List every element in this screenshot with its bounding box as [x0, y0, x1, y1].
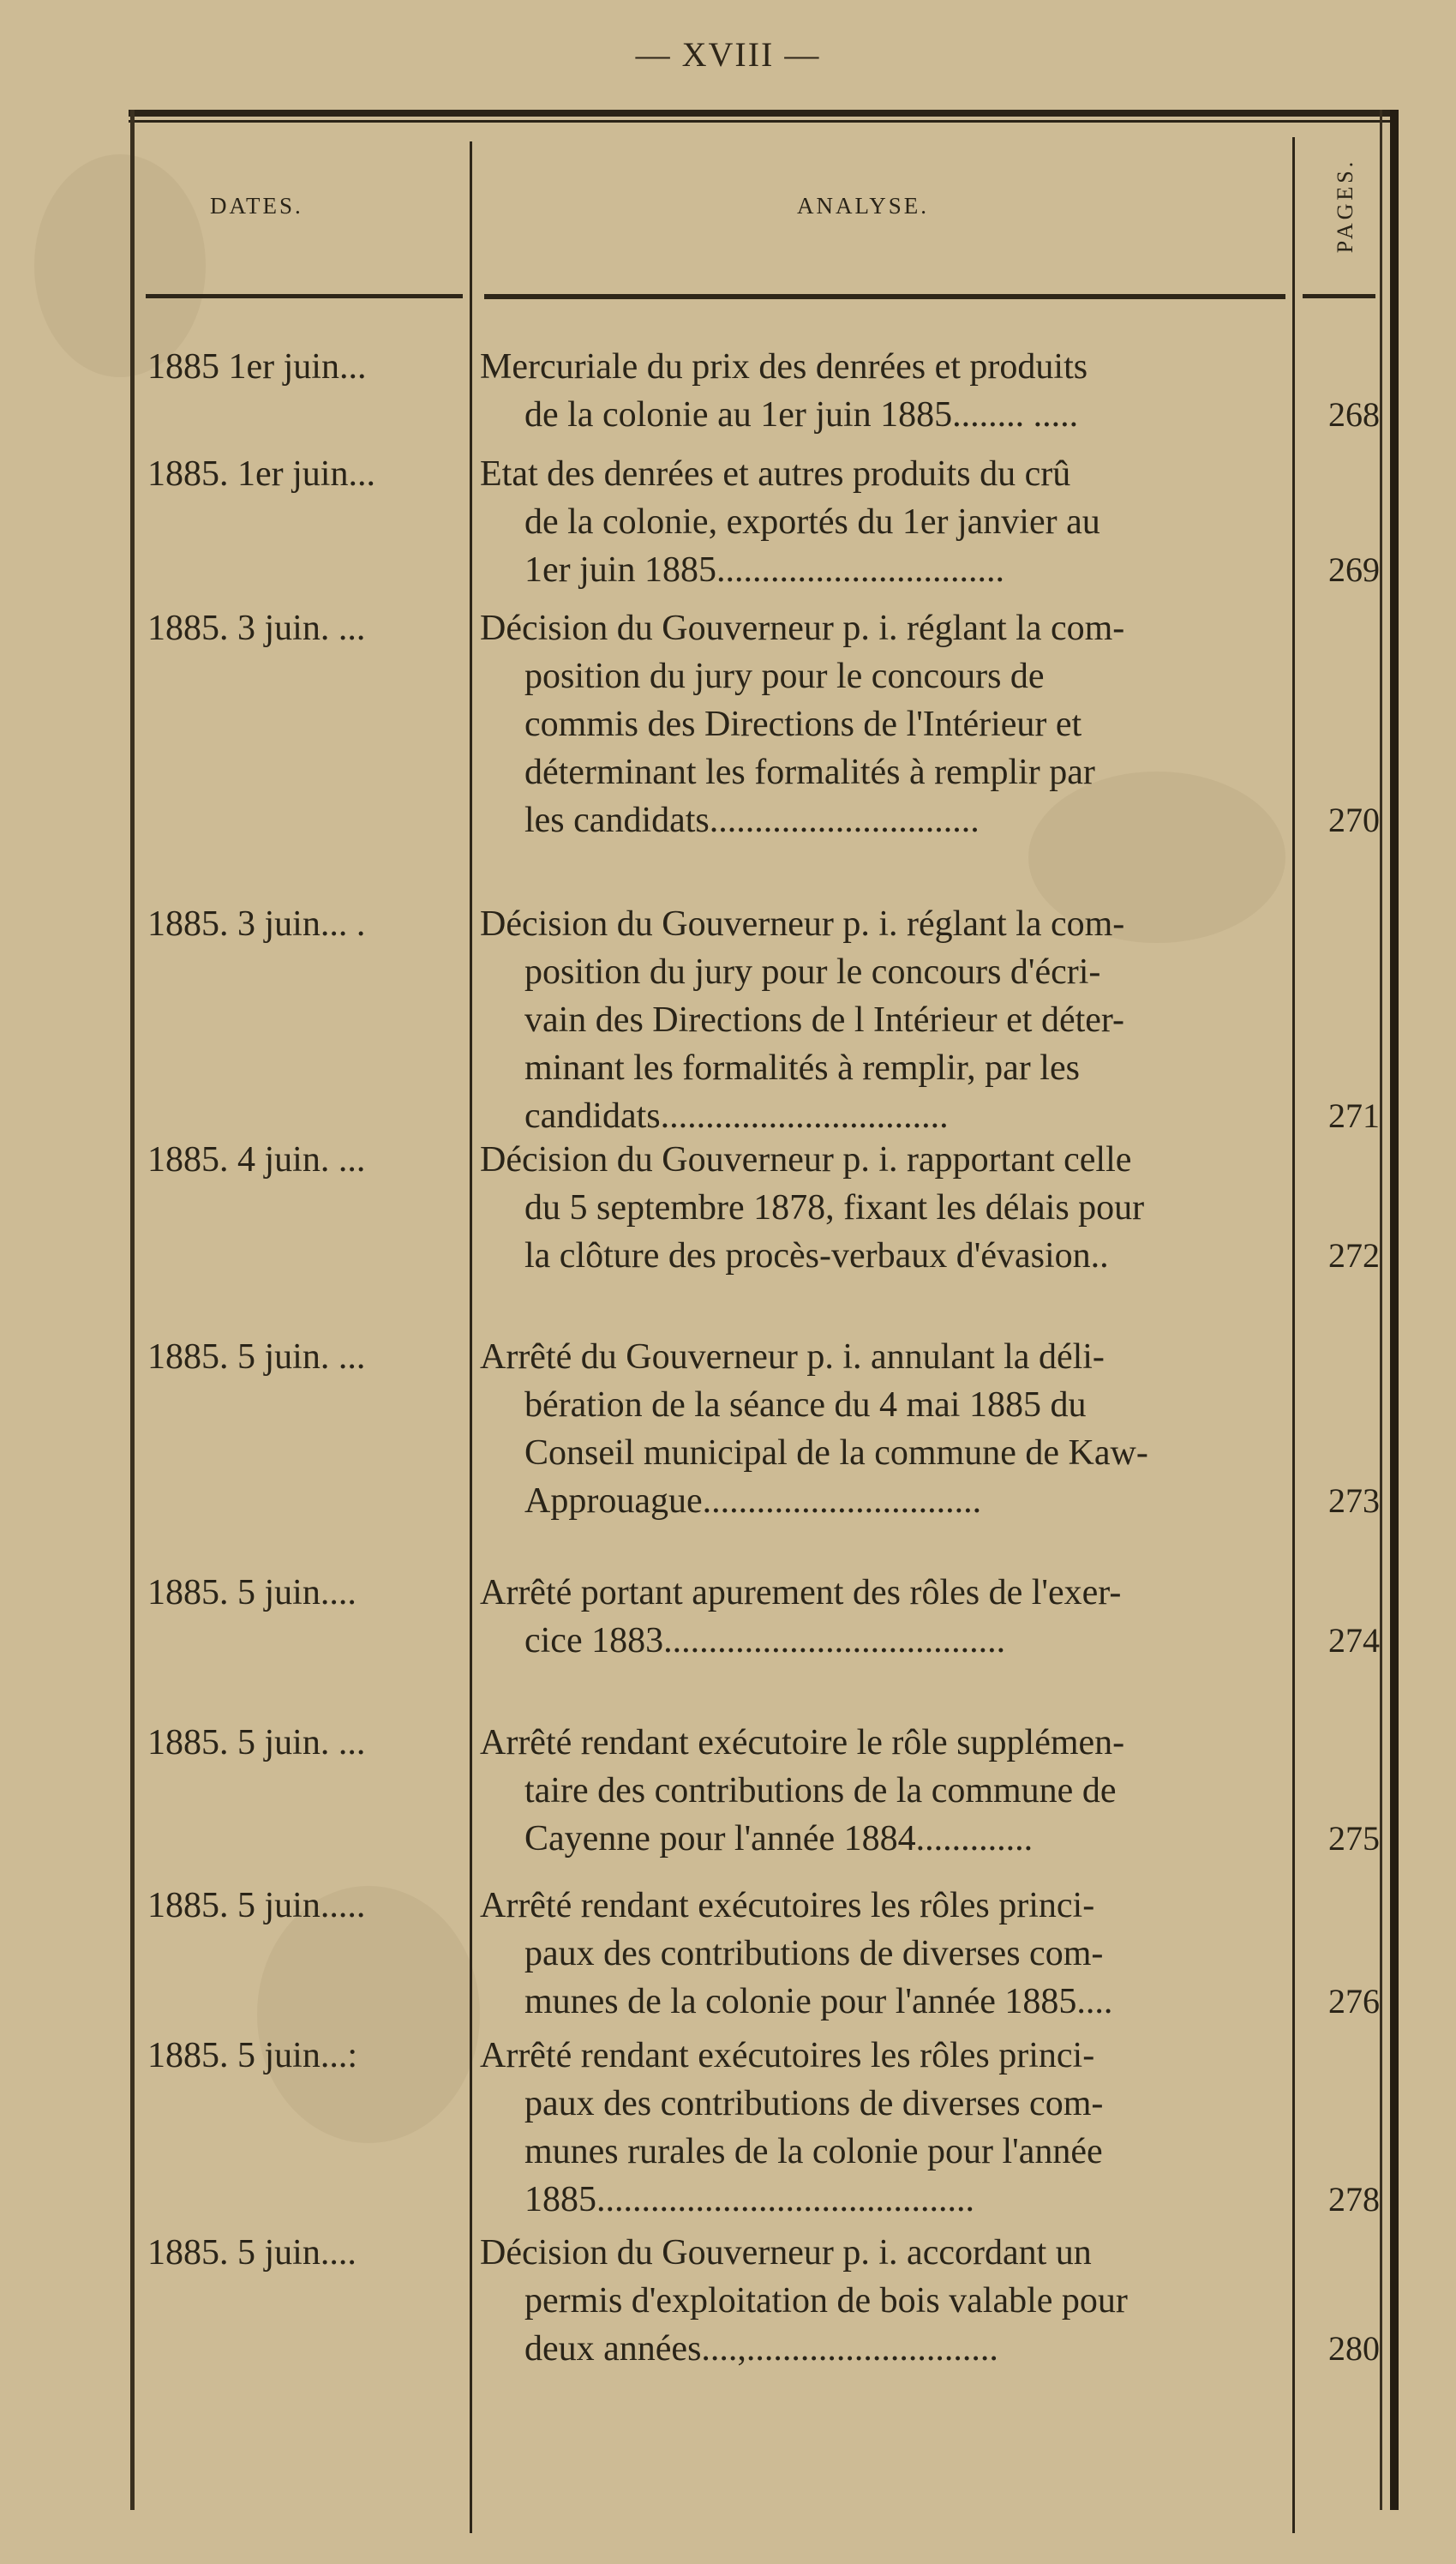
column-header-pages-label: PAGES. [1333, 158, 1357, 254]
entry-analysis-line: Arrêté rendant exécutoire le rôle supplémen- [480, 1723, 1125, 1762]
entry-analysis [480, 343, 1294, 439]
page-header: — XVIII — [635, 35, 821, 74]
entry-analysis-line: Arrêté portant apurement des rôles de l'exer- [480, 1573, 1122, 1612]
entry-date: 1885. 5 juin. ... [147, 1337, 366, 1377]
entry-date: 1885. 5 juin.... [147, 2233, 357, 2273]
column-header-dates: DATES. [210, 193, 303, 219]
header-rule-pages [1303, 294, 1375, 298]
entry-analysis [480, 1136, 1294, 1280]
entry-page-number: 269 [1328, 550, 1380, 589]
header-rule-dates [146, 294, 463, 298]
column-header-analyse: ANALYSE. [797, 193, 930, 219]
entry-analysis-line: Décision du Gouverneur p. i. accordant un [480, 2233, 1092, 2273]
entry-analysis [480, 2229, 1294, 2373]
entry-analysis [480, 604, 1294, 844]
entry-analysis-line: bération de la séance du 4 mai 1885 du [524, 1385, 1087, 1425]
entry-analysis-line: minant les formalités à remplir, par les [524, 1048, 1080, 1088]
column-header-pages [1307, 141, 1384, 270]
entry-analysis-line: deux années....,............................ [524, 2329, 998, 2369]
column-separator-dates [470, 141, 472, 2533]
entry-page-number: 272 [1328, 1236, 1380, 1275]
entry-analysis [480, 450, 1294, 594]
entry-analysis-line: 1885.......................................... [524, 2180, 974, 2219]
entry-page-number: 270 [1328, 801, 1380, 839]
table-right-border [1390, 110, 1399, 2510]
entry-analysis [480, 2032, 1294, 2224]
entry-analysis-line: Décision du Gouverneur p. i. réglant la com- [480, 904, 1125, 944]
entry-page-number: 271 [1328, 1096, 1380, 1135]
entry-date: 1885. 1er juin... [147, 454, 375, 494]
entry-date: 1885. 5 juin..... [147, 1886, 366, 1925]
entry-analysis-line: de la colonie au 1er juin 1885........ ..... [524, 395, 1079, 435]
entry-analysis [480, 1882, 1294, 2026]
entry-analysis-line: Arrêté rendant exécutoires les rôles princi- [480, 2036, 1095, 2075]
entry-analysis [480, 1333, 1294, 1525]
entry-analysis-line: Arrêté du Gouverneur p. i. annulant la déli- [480, 1337, 1105, 1377]
entry-page-number: 278 [1328, 2180, 1380, 2219]
entry-analysis-line: de la colonie, exportés du 1er janvier au [524, 502, 1100, 542]
entry-analysis-line: position du jury pour le concours de [524, 657, 1045, 696]
entry-analysis-line: Arrêté rendant exécutoires les rôles princi- [480, 1886, 1095, 1925]
entry-analysis-line: du 5 septembre 1878, fixant les délais pour [524, 1188, 1145, 1228]
table-right-border-inner [1380, 110, 1382, 2510]
entry-date: 1885. 5 juin.... [147, 1573, 357, 1612]
table-top-border-thin [129, 120, 1393, 123]
entry-date: 1885. 4 juin. ... [147, 1140, 366, 1180]
entry-date: 1885. 5 juin...: [147, 2036, 358, 2075]
table-top-border [129, 110, 1393, 117]
entry-analysis [480, 900, 1294, 1140]
entry-analysis-line: Décision du Gouverneur p. i. rapportant celle [480, 1140, 1132, 1180]
table-left-border [130, 110, 135, 2510]
entry-analysis-line: cice 1883...................................... [524, 1621, 1006, 1660]
entry-analysis-line: Décision du Gouverneur p. i. réglant la com- [480, 609, 1125, 648]
entry-analysis-line: taire des contributions de la commune de [524, 1771, 1117, 1810]
header-rule-analyse [484, 294, 1285, 299]
entry-analysis-line: la clôture des procès-verbaux d'évasion.. [524, 1236, 1109, 1276]
entry-analysis-line: paux des contributions de diverses com- [524, 1934, 1104, 1973]
entry-analysis-line: déterminant les formalités à remplir par [524, 753, 1095, 792]
entry-analysis-line: Etat des denrées et autres produits du crû [480, 454, 1071, 494]
entry-date: 1885. 3 juin... . [147, 904, 366, 944]
entry-date: 1885. 3 juin. ... [147, 609, 366, 648]
entry-analysis-line: Conseil municipal de la commune de Kaw- [524, 1433, 1148, 1473]
entry-analysis-line: Cayenne pour l'année 1884............. [524, 1819, 1034, 1858]
entry-analysis-line: candidats................................ [524, 1096, 949, 1136]
entry-page-number: 275 [1328, 1819, 1380, 1858]
entry-page-number: 268 [1328, 395, 1380, 434]
entry-page-number: 276 [1328, 1982, 1380, 2021]
entry-analysis [480, 1719, 1294, 1863]
entry-analysis-line: commis des Directions de l'Intérieur et [524, 705, 1082, 744]
entry-analysis-line: permis d'exploitation de bois valable pour [524, 2281, 1128, 2321]
entry-page-number: 274 [1328, 1621, 1380, 1660]
entry-analysis-line: paux des contributions de diverses com- [524, 2084, 1104, 2123]
entry-analysis-line: Mercuriale du prix des denrées et produits [480, 347, 1088, 387]
entry-analysis-line: munes rurales de la colonie pour l'année [524, 2132, 1103, 2171]
entry-analysis-line: vain des Directions de l Intérieur et déter- [524, 1000, 1125, 1040]
entry-analysis-line: position du jury pour le concours d'écri- [524, 952, 1101, 992]
entry-date: 1885 1er juin... [147, 347, 367, 387]
entry-date: 1885. 5 juin. ... [147, 1723, 366, 1762]
entry-page-number: 280 [1328, 2329, 1380, 2368]
entry-page-number: 273 [1328, 1481, 1380, 1520]
entry-analysis [480, 1569, 1294, 1665]
entry-analysis-line: Approuague............................... [524, 1481, 982, 1521]
entry-analysis-line: munes de la colonie pour l'année 1885.... [524, 1982, 1113, 2021]
entry-analysis-line: les candidats.............................. [524, 801, 980, 840]
entry-analysis-line: 1er juin 1885................................ [524, 550, 1004, 590]
